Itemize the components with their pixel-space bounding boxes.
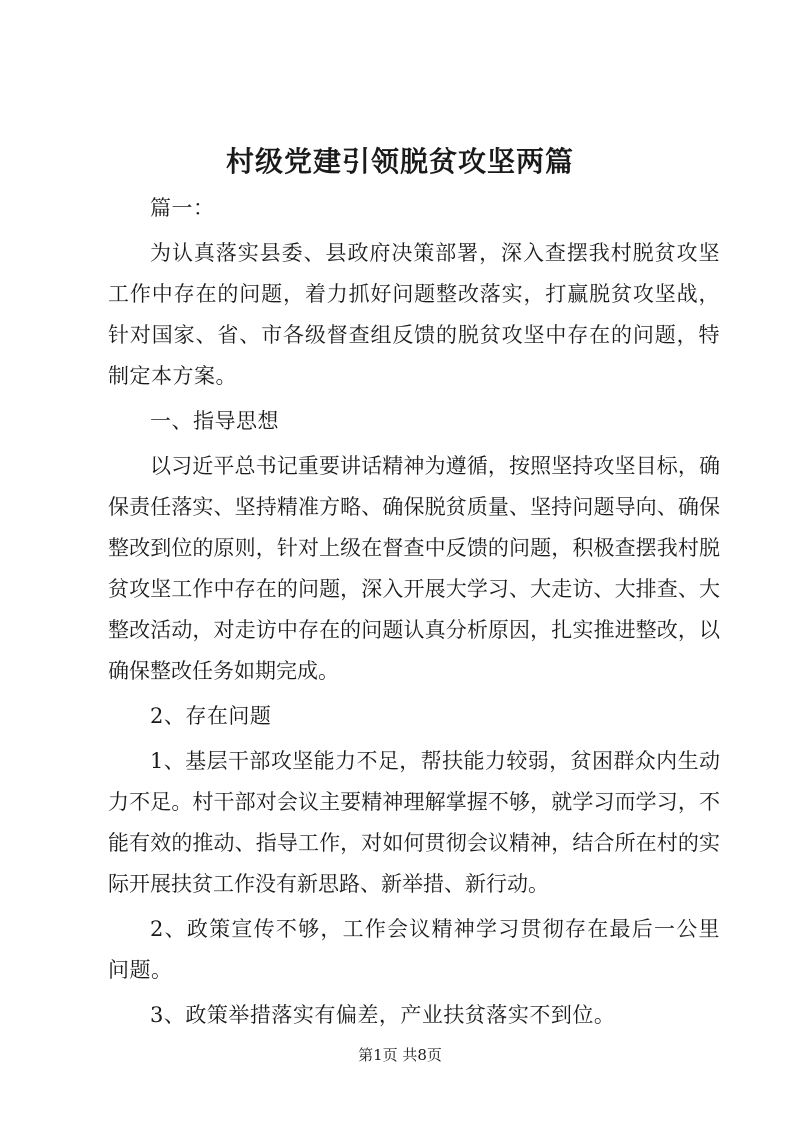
problem-item-3: 3、政策举措落实有偏差，产业扶贫落实不到位。: [150, 1003, 616, 1027]
guiding-ideology-paragraph: 以习近平总书记重要讲话精神为遵循，按照坚持攻坚目标，确保责任落实、坚持精准方略、确保脱贫质量、坚持问题导向、确保整改到位的原则，针对上级在督查中反馈的问题，积极查摆我村脱贫攻坚工作中存在的问题，深入开展大学习、大走访、大排查、大整改活动，对走访中存在的问题认真分析原因，扎实推进整改，以确保整改任务如期完成。: [108, 454, 720, 683]
document-body: [108, 188, 720, 1040]
heading-existing-problems: 2、存在问题: [150, 704, 272, 728]
section-label-part-one: 篇一：: [150, 196, 215, 220]
heading-guiding-ideology: 一、指导思想: [150, 409, 279, 433]
problem-item-1: 1、基层干部攻坚能力不足，帮扶能力较弱，贫困群众内生动力不足。村干部对会议主要精神理解掌握不够，就学习而学习，不能有效的推动、指导工作，对如何贯彻会议精神，结合所在村的实际开展扶贫工作没有新思路、新举措、新行动。: [108, 749, 720, 896]
page-number-footer: 第1页 共8页: [358, 1046, 442, 1064]
intro-paragraph: 为认真落实县委、县政府决策部署，深入查摆我村脱贫攻坚工作中存在的问题，着力抓好问题整改落实，打赢脱贫攻坚战，针对国家、省、市各级督查组反馈的脱贫攻坚中存在的问题，特制定本方案。: [108, 241, 720, 388]
document-title: 村级党建引领脱贫攻坚两篇: [225, 145, 574, 178]
problem-item-2: 2、政策宣传不够，工作会议精神学习贯彻存在最后一公里问题。: [108, 917, 720, 982]
